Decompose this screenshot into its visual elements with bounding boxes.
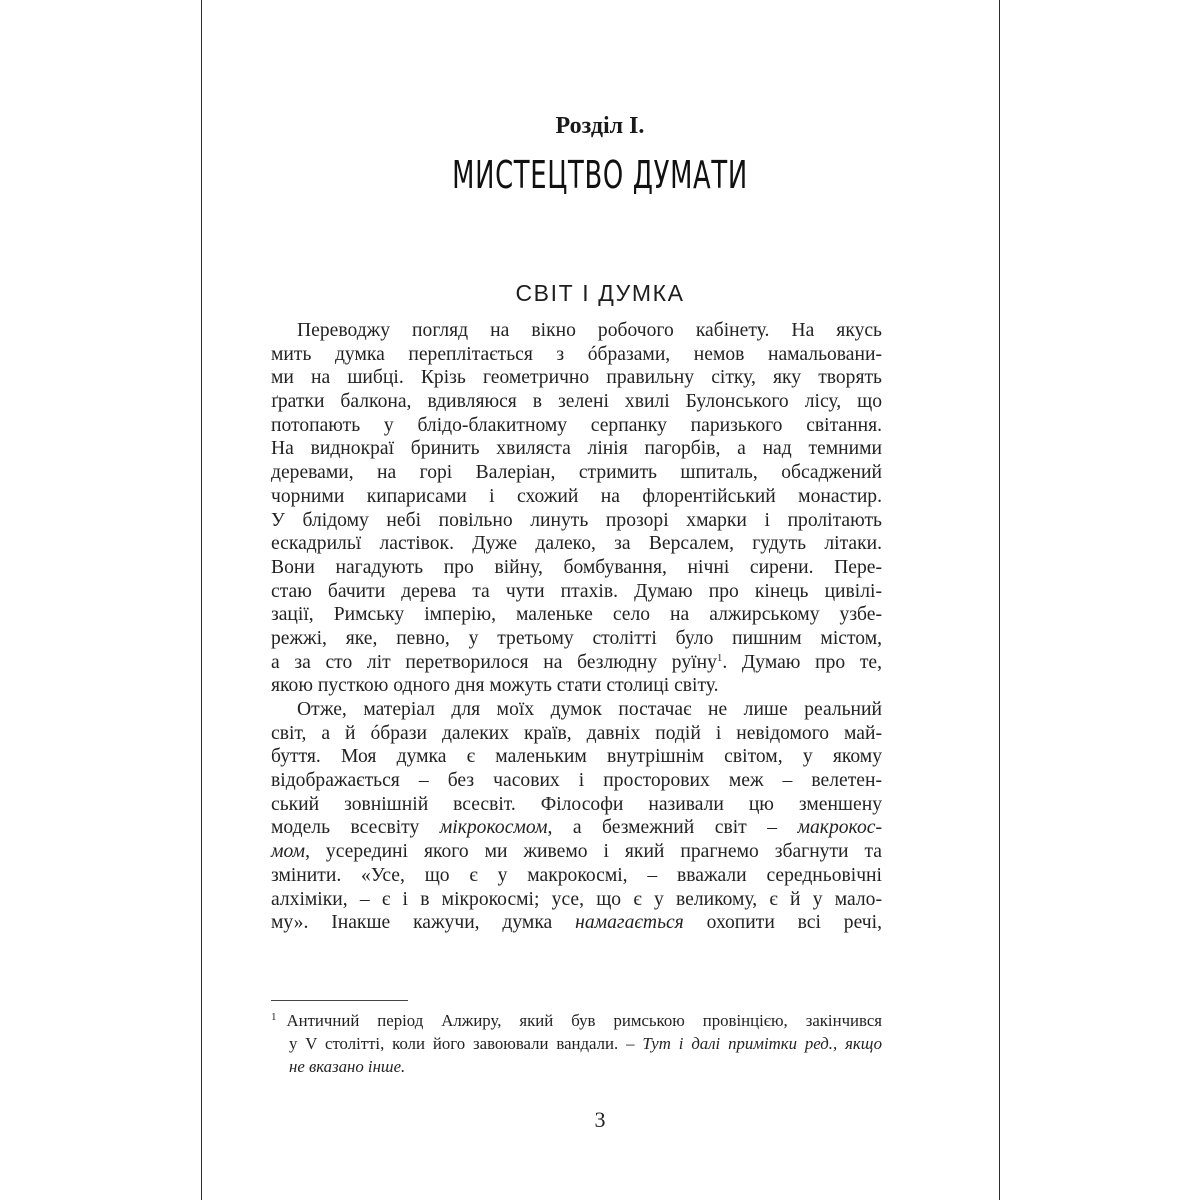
footnote-line [271,1055,882,1078]
text-segment: , а безмежний світ – [547,817,798,839]
text-line: світ, а й óбрази далеких країв, давніх подій і невідомого май- [271,722,882,744]
italic-term: мікрокосмом [439,817,548,839]
text-line: Отже, матеріал для моїх думок постачає не лише реальний [297,699,882,720]
text-line [271,840,882,864]
text-line [271,816,882,840]
italic-term: намагається [575,912,684,934]
text-line: чорними кипарисами і схожий на флорентійський монастир. [271,485,882,507]
text-segment: , усередині якого ми живемо і який прагнемо збагнути та [305,841,882,863]
text-line: відображається – без часових і просторових меж – велетен- [271,770,882,792]
footnote-divider [271,1000,408,1001]
text-segment: а за сто літ перетворилося на безлюдну руїну [271,651,717,673]
text-line: деревами, на горі Валеріан, стримить шпиталь, обсаджений [271,462,882,484]
text-line [271,651,882,675]
text-segment: модель всесвіту [271,817,440,839]
footnote-mark: 1 [271,1011,277,1023]
text-line: На виднокраї бринить хвиляста лінія пагорбів, а над темними [271,438,882,460]
text-line: потопають у блідо-блакитному серпанку паризького світання. [271,414,882,436]
text-segment: му». Інакше кажучи, думка [271,912,576,934]
text-line: мить думка переплітається з óбразами, немов намальовани- [271,343,882,365]
text-line: змінити. «Усе, що є у макрокосмі, – вважали середньовічні [271,864,882,886]
text-line: ґратки балкона, вдивляюся в зелені хвилі Булонського лісу, що [271,391,882,413]
text-segment: Античний період Алжиру, який був римською провінцією, закінчився [286,1011,882,1030]
text-line: ський зовнішній всесвіт. Філософи називали цю зменшену [271,793,882,815]
page-number: 3 [594,1107,606,1132]
text-line [271,911,882,935]
footnote-line [271,1009,882,1032]
chapter-label: Розділ І. [555,113,645,139]
footnote-reference: 1 [716,651,723,664]
italic-term: макрокос- [797,817,882,839]
text-line: ескадрильї ластівок. Дуже далеко, за Версалем, гудуть літаки. [271,533,882,555]
text-line: У блідому небі повільно линуть прозорі хмарки і пролітають [271,509,882,531]
footnotes [271,1009,882,1078]
chapter-title: МИСТЕЦТВО ДУМАТИ [452,153,748,197]
text-line: якою пусткою одного дня можуть стати столиці світу. [271,675,719,697]
italic-note: Тут і далі примітки ред., якщо [642,1034,882,1053]
text-line: Вони нагадують про війну, бомбування, нічні сирени. Пере- [271,556,882,578]
footnote-line [271,1032,882,1055]
text-segment: . Думаю про те, [722,651,883,673]
text-line: буття. Моя думка є маленьким внутрішнім світом, у якому [271,746,882,768]
text-line: Переводжу погляд на вікно робочого кабінету. На якусь [297,320,882,341]
italic-term: мом [271,841,306,863]
text-line: алхіміки, – є і в мікрокосмі; усе, що є у великому, є й у мало- [271,888,882,910]
text-line: ми на шибці. Крізь геометрично правильну сітку, яку творять [271,367,882,389]
italic-note: не вказано інше. [289,1057,406,1076]
text-line: стаю бачити дерева та чути птахів. Думаю про кінець цивілі- [271,580,882,602]
section-title: СВІТ І ДУМКА [515,280,685,306]
body-text [271,319,882,935]
text-line: режжі, яке, певно, у третьому столітті було пишним містом, [271,627,882,649]
text-line: зації, Римську імперію, маленьке село на алжирському узбе- [271,604,882,626]
text-segment: у V столітті, коли його завоювали вандали. – [289,1034,643,1053]
text-segment: охопити всі речі, [683,912,882,934]
